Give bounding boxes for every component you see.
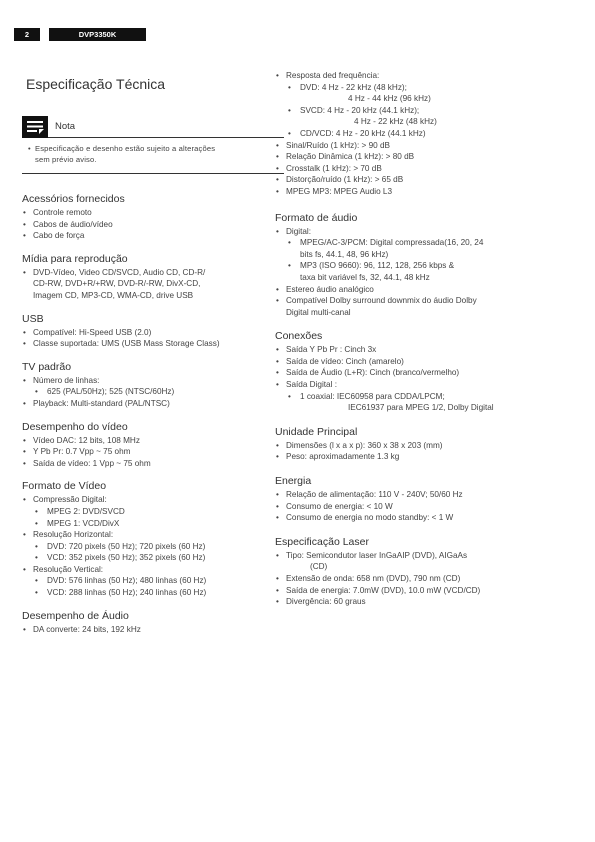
note-label: Nota bbox=[55, 121, 76, 132]
list-item-line: • 1 coaxial: IEC60958 para CDDA/LPCM; bbox=[300, 391, 445, 401]
list-item-line: (CD) bbox=[310, 562, 328, 572]
section-title-unidade: Unidade Principal bbox=[275, 425, 358, 438]
list-subitem: • CD/VCD: 4 Hz - 20 kHz (44.1 kHz) bbox=[275, 128, 575, 140]
section-title-formato-video: Formato de Vídeo bbox=[22, 480, 107, 493]
list-item: • Dimensões (l x a x p): 360 x 38 x 203 (mm) bbox=[275, 440, 575, 452]
list-subitem: • DVD: 576 linhas (50 Hz); 480 linhas (60 Hz) bbox=[22, 575, 272, 587]
list-subitem: • MPEG 1: VCD/DivX bbox=[22, 518, 272, 530]
list-energia bbox=[275, 489, 575, 524]
list-item-line: bits fs, 44.1, 48, 96 kHz) bbox=[300, 249, 389, 259]
list-item: • Cabo de força bbox=[22, 230, 272, 242]
list-item: • Estereo áudio analógico bbox=[275, 284, 575, 296]
list-item: • MPEG MP3: MPEG Audio L3 bbox=[275, 186, 575, 198]
list-item: • Resposta ded frequência: bbox=[275, 70, 575, 82]
list-item: • Consumo de energia: < 10 W bbox=[275, 501, 575, 513]
list-item-line: • Compatível Dolby surround downmix do áudio Dolby bbox=[286, 296, 477, 306]
list-subitem: • VCD: 288 linhas (50 Hz); 240 linhas (60 Hz) bbox=[22, 587, 272, 599]
list-item: • Digital: bbox=[275, 226, 575, 238]
list-unidade bbox=[275, 440, 575, 463]
list-item-line: CD-RW, DVD+R/+RW, DVD-R/-RW, DivX-CD, bbox=[33, 279, 201, 289]
list-subitem: • MPEG 2: DVD/SVCD bbox=[22, 506, 272, 518]
note-header bbox=[22, 116, 284, 138]
list-desempenho-audio bbox=[22, 624, 272, 636]
list-item: • Cabos de áudio/vídeo bbox=[22, 219, 272, 231]
list-item-line: Imagem CD, MP3-CD, WMA-CD, drive USB bbox=[33, 290, 194, 300]
list-item: • Saída de energia: 7.0mW (DVD), 10.0 mW (VCD/CD) bbox=[275, 585, 575, 597]
list-item: • Saída Digital : bbox=[275, 379, 575, 391]
right-column bbox=[275, 70, 575, 608]
list-item: • Saída de vídeo: Cinch (amarelo) bbox=[275, 356, 575, 368]
section-title-acessorios: Acessórios fornecidos bbox=[22, 193, 125, 205]
list-item: • Saída de Áudio (L+R): Cinch (branco/vermelho) bbox=[275, 367, 575, 379]
note-icon bbox=[22, 116, 48, 138]
left-column bbox=[22, 193, 272, 635]
list-resposta bbox=[275, 70, 575, 198]
section-title-desempenho-audio: Desempenho de Áudio bbox=[22, 609, 129, 622]
list-item-line: IEC61937 para MPEG 1/2, Dolby Digital bbox=[348, 403, 494, 413]
list-subitem bbox=[275, 391, 575, 414]
note-text: • Especificação e desenho estão sujeito a alterações sem prévio aviso. bbox=[22, 138, 284, 174]
section-title-energia: Energia bbox=[275, 475, 312, 488]
note-text-line1: Especificação e desenho estão sujeito a alterações bbox=[35, 144, 216, 153]
section-title-laser: Especificação Laser bbox=[275, 535, 369, 548]
list-item: • Saída de vídeo: 1 Vpp ~ 75 ohm bbox=[22, 458, 272, 470]
list-item bbox=[22, 267, 272, 302]
page-title: Especificação Técnica bbox=[26, 76, 166, 92]
list-midia bbox=[22, 267, 272, 302]
list-item: • Divergência: 60 graus bbox=[275, 596, 575, 608]
section-title-tv: TV padrão bbox=[22, 360, 72, 373]
list-item: • Resolução Horizontal: bbox=[22, 529, 272, 541]
list-item bbox=[275, 295, 575, 318]
list-subitem bbox=[275, 82, 575, 105]
model-badge: DVP3350K bbox=[49, 28, 146, 41]
list-acessorios bbox=[22, 207, 272, 242]
list-formato-audio bbox=[275, 226, 575, 319]
list-item: • Relação de alimentação: 110 V - 240V; 50/60 Hz bbox=[275, 489, 575, 501]
list-item: • Resolução Vertical: bbox=[22, 564, 272, 576]
list-subitem: • DVD: 720 pixels (50 Hz); 720 pixels (60 Hz) bbox=[22, 541, 272, 553]
page-number-badge: 2 bbox=[14, 28, 40, 41]
list-item-line: • MP3 (ISO 9660): 96, 112, 128, 256 kbps & bbox=[300, 261, 455, 271]
list-item: • Compatível: Hi-Speed USB (2.0) bbox=[22, 327, 272, 339]
list-item: • Playback: Multi-standard (PAL/NTSC) bbox=[22, 398, 272, 410]
list-usb bbox=[22, 327, 272, 350]
list-subitem bbox=[275, 260, 575, 283]
list-item bbox=[275, 550, 575, 573]
section-title-midia: Mídia para reprodução bbox=[22, 252, 128, 265]
list-item: • Compressão Digital: bbox=[22, 494, 272, 506]
list-item: • Distorção/ruído (1 kHz): > 65 dB bbox=[275, 174, 575, 186]
section-title-formato-audio: Formato de áudio bbox=[275, 211, 358, 224]
list-item-line: • DVD-Vídeo, Video CD/SVCD, Audio CD, CD-R/ bbox=[33, 267, 206, 277]
note-text-line2: sem prévio aviso. bbox=[35, 155, 97, 164]
list-subitem: • 625 (PAL/50Hz); 525 (NTSC/60Hz) bbox=[22, 386, 272, 398]
list-subitem bbox=[275, 105, 575, 128]
section-title-usb: USB bbox=[22, 312, 44, 325]
list-item-line: • DVD: 4 Hz - 22 kHz (48 kHz); bbox=[300, 82, 407, 92]
list-subitem bbox=[275, 237, 575, 260]
list-tv bbox=[22, 375, 272, 410]
list-item: • Classe suportada: UMS (USB Mass Storage Class) bbox=[22, 338, 272, 350]
list-item: • Peso: aproximadamente 1.3 kg bbox=[275, 451, 575, 463]
list-item-line: 4 Hz - 44 kHz (96 kHz) bbox=[348, 94, 431, 104]
list-item-line: Digital multi-canal bbox=[286, 307, 351, 317]
list-item: • DA converte: 24 bits, 192 kHz bbox=[22, 624, 272, 636]
list-item: • Y Pb Pr: 0.7 Vpp ~ 75 ohm bbox=[22, 446, 272, 458]
list-conexoes bbox=[275, 344, 575, 414]
list-desempenho-video bbox=[22, 435, 272, 470]
list-item-line: taxa bit variável fs, 32, 44.1, 48 kHz bbox=[300, 272, 430, 282]
list-item: • Consumo de energia no modo standby: < 1 W bbox=[275, 512, 575, 524]
list-item: • Crosstalk (1 kHz): > 70 dB bbox=[275, 163, 575, 175]
list-item-line: • MPEG/AC-3/PCM: Digital compressada(16, 20, 24 bbox=[300, 238, 484, 248]
list-item: • Sinal/Ruído (1 kHz): > 90 dB bbox=[275, 140, 575, 152]
list-item: • Extensão de onda: 658 nm (DVD), 790 nm (CD) bbox=[275, 573, 575, 585]
list-item: • Controle remoto bbox=[22, 207, 272, 219]
list-formato-video bbox=[22, 494, 272, 598]
section-title-conexoes: Conexões bbox=[275, 330, 323, 343]
list-subitem: • VCD: 352 pixels (50 Hz); 352 pixels (60 Hz) bbox=[22, 552, 272, 564]
list-item: • Vídeo DAC: 12 bits, 108 MHz bbox=[22, 435, 272, 447]
list-item: • Número de linhas: bbox=[22, 375, 272, 387]
list-laser bbox=[275, 550, 575, 608]
list-item: • Saída Y Pb Pr : Cinch 3x bbox=[275, 344, 575, 356]
list-item-line: • SVCD: 4 Hz - 20 kHz (44.1 kHz); bbox=[300, 105, 420, 115]
list-item-line: • Tipo: Semicondutor laser InGaAIP (DVD), AIGaAs bbox=[286, 550, 468, 560]
section-title-desempenho-video: Desempenho do vídeo bbox=[22, 420, 128, 433]
list-item-line: 4 Hz - 22 kHz (48 kHz) bbox=[354, 117, 437, 127]
list-item: • Relação Dinâmica (1 kHz): > 80 dB bbox=[275, 151, 575, 163]
